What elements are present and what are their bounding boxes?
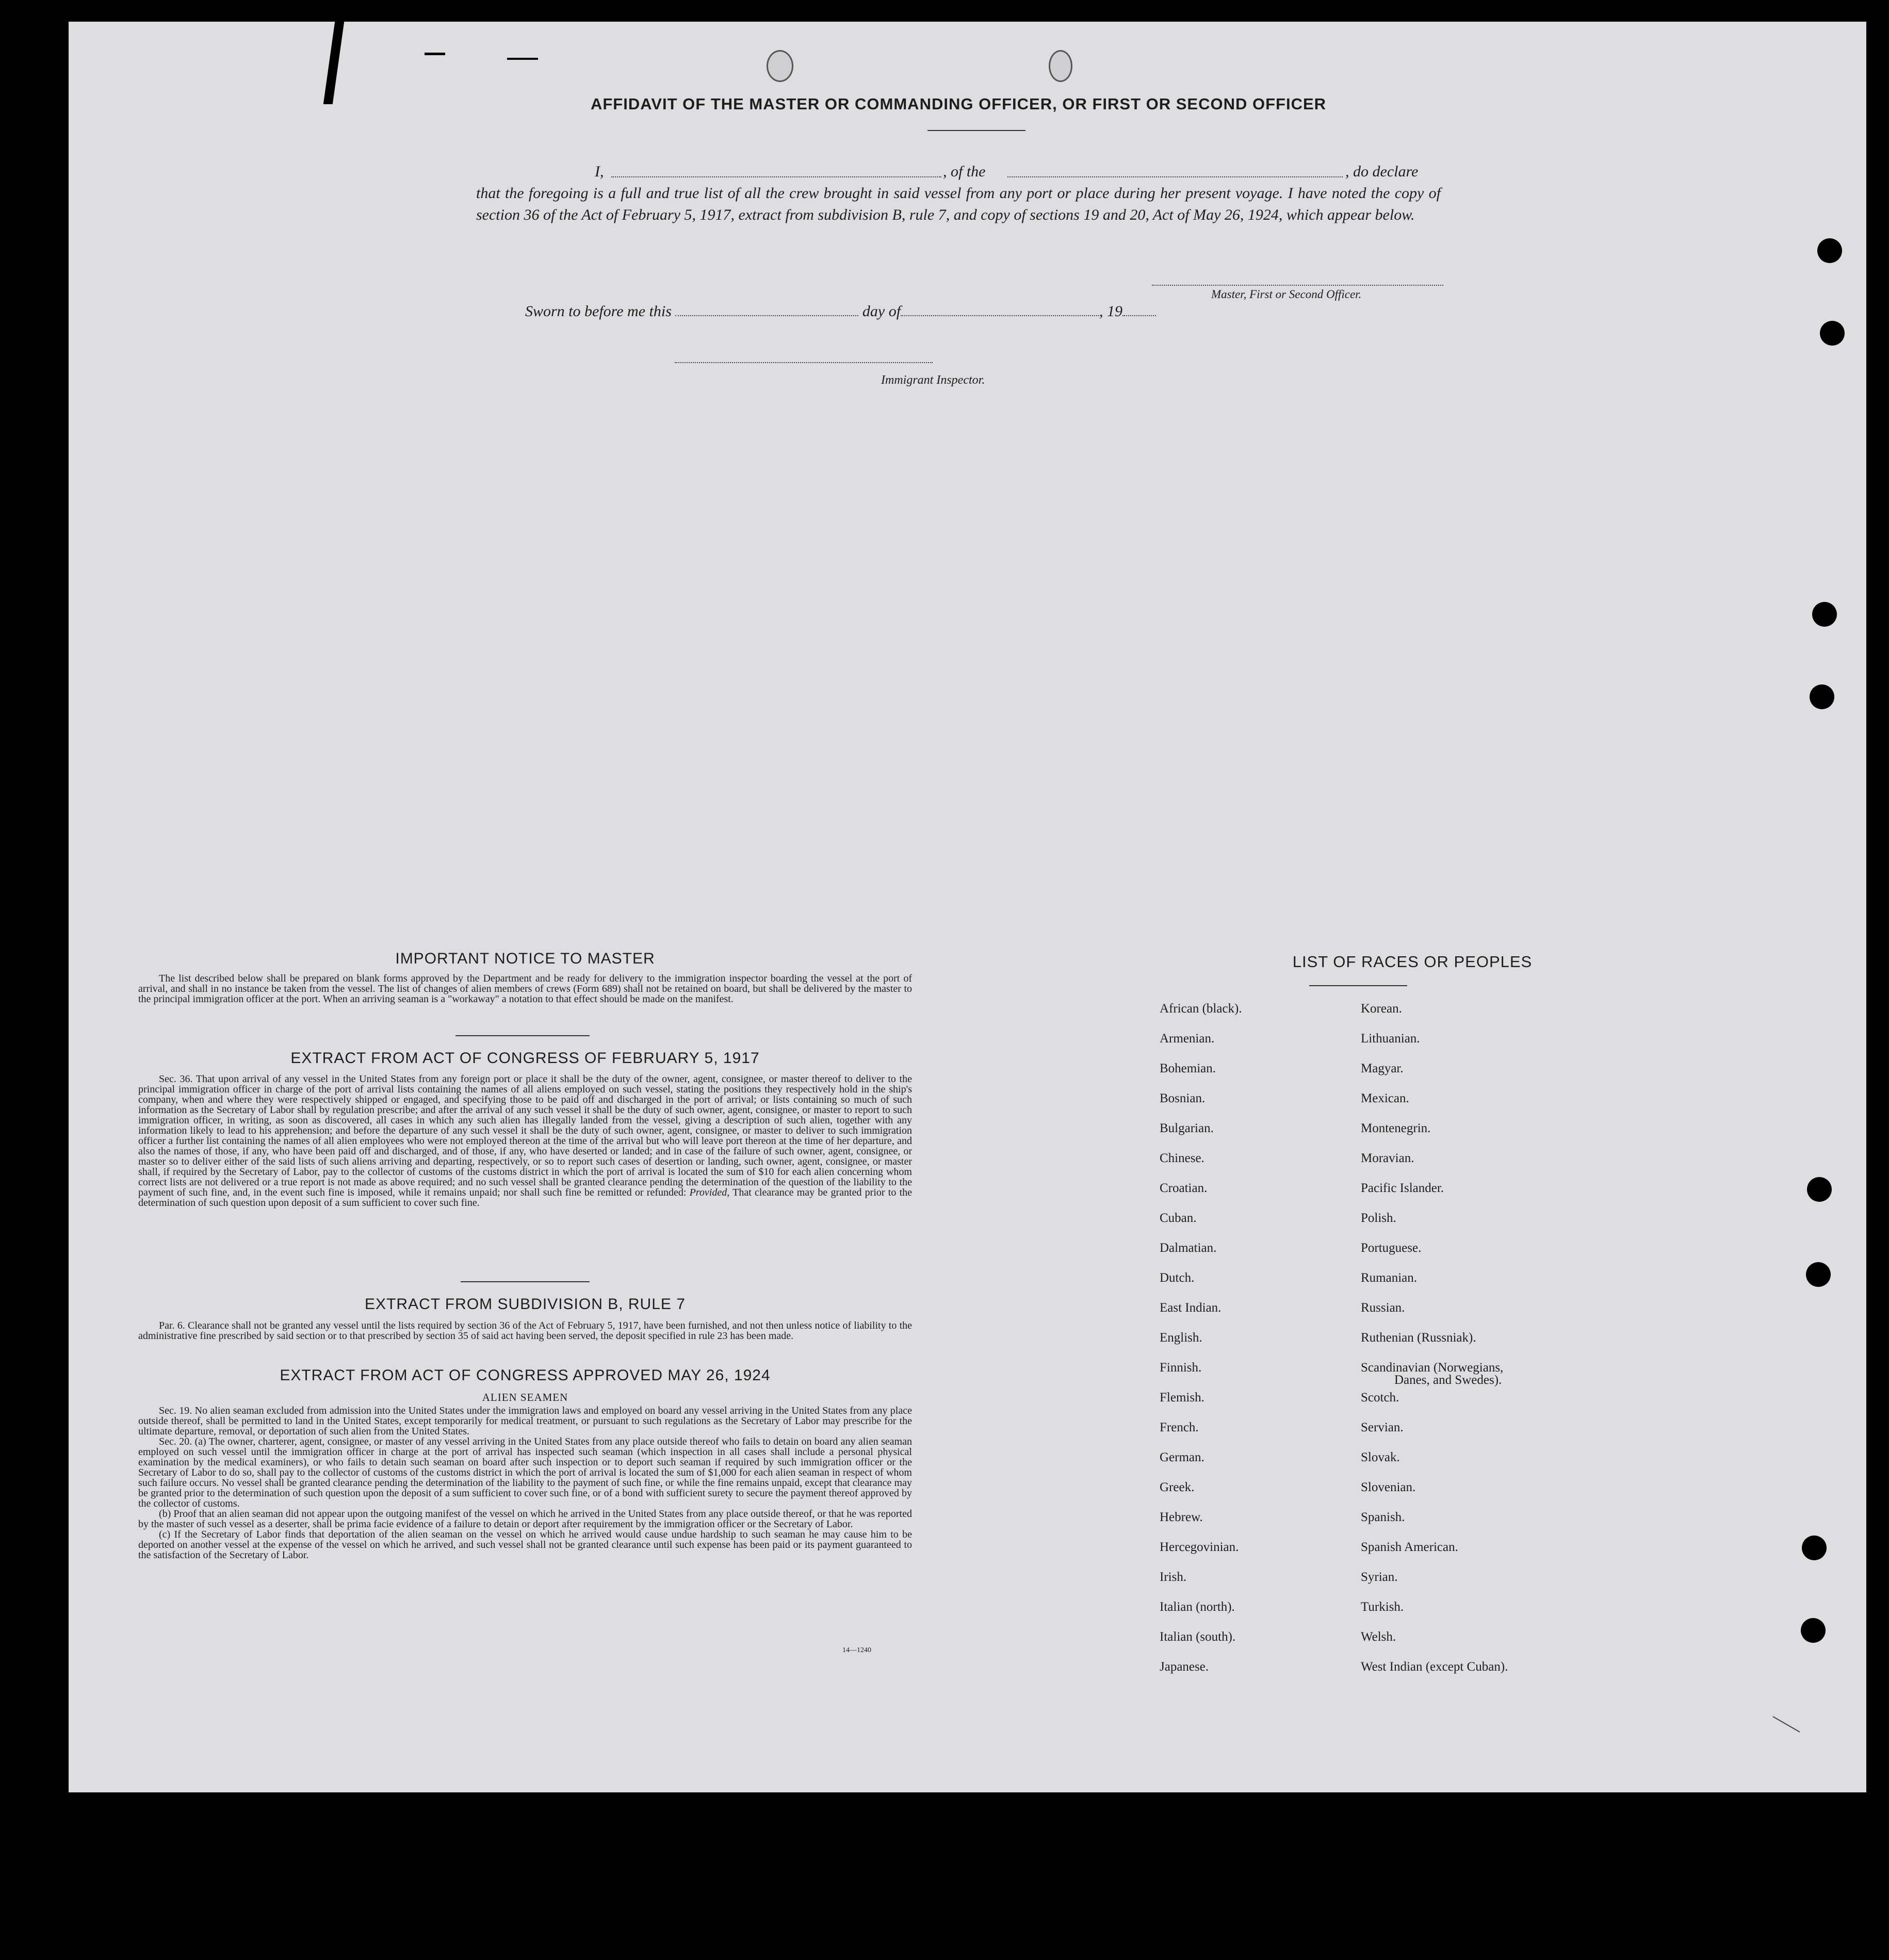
race-item: Dalmatian. (1160, 1241, 1217, 1255)
binder-hole (1806, 1262, 1831, 1287)
race-item: Hebrew. (1160, 1510, 1203, 1524)
extract-1917-body (138, 1074, 912, 1208)
race-item: Bohemian. (1160, 1061, 1216, 1075)
race-item: Spanish American. (1361, 1540, 1458, 1554)
punch-mark (767, 50, 793, 82)
binder-hole (1812, 602, 1837, 627)
race-item: Ruthenian (Russniak). (1361, 1331, 1476, 1345)
race-item: Turkish. (1361, 1600, 1404, 1614)
race-item: Slovak. (1361, 1450, 1400, 1464)
notice-body (138, 973, 912, 1004)
vessel-blank (1007, 176, 1343, 177)
race-item: Bosnian. (1160, 1091, 1206, 1105)
races-column-1 (1160, 994, 1242, 1682)
proviso-word: Provided, (689, 1187, 730, 1198)
sworn-text-a: Sworn to before me this (525, 303, 672, 320)
race-item: Bulgarian. (1160, 1121, 1214, 1135)
race-item: Armenian. (1160, 1032, 1215, 1046)
race-item: French. (1160, 1420, 1199, 1434)
torn-corner-mark (323, 22, 344, 104)
sworn-line (525, 303, 1156, 320)
race-item: Scotch. (1361, 1391, 1399, 1404)
races-title: LIST OF RACES OR PEOPLES (1292, 953, 1533, 971)
race-item: Polish. (1361, 1211, 1396, 1225)
race-item: Servian. (1361, 1420, 1404, 1434)
race-item: Pacific Islander. (1361, 1181, 1444, 1195)
declaration-body: that the foregoing is a full and true list of all the crew brought in said vessel from any port or place during her present voyage. I have noted the copy of section 36 of the Act of February 5, 1917, extract from subdivision B, rule 7, and copy of sections 19 and 20, Act of May 26, 1924, which appear below. (476, 185, 1441, 223)
race-item: Moravian. (1361, 1151, 1414, 1165)
sworn-year-blank (1122, 315, 1156, 316)
ink-smudge (507, 58, 538, 60)
races-title-rule (1309, 985, 1407, 986)
stray-pencil-mark (1773, 1716, 1800, 1733)
race-item: Greek. (1160, 1480, 1195, 1494)
section-20a-paragraph: Sec. 20. (a) The owner, charterer, agent, consignee, or master of any vessel arriving in the United States from any place outside thereof who fails to detain on board any alien seaman employed on such vessel until the immigration officer in charge at the port of arrival has inspected such seaman (which inspection in all cases shall include a personal physical examination by the medical examiners), or who fails to detain such seaman on board after such inspection or to deport such seaman if required by such immigration officer or the Secretary of Labor to do so, shall pay to the collector of customs of the customs district in which the port of arrival is located the sum of $1,000 for each alien seaman in respect of whom such failure occurs. No vessel shall be granted clearance pending the determination of the liability to the payment of such fine, or while the fine remains unpaid, except that clearance may be granted prior to the determination of such question upon the deposit of a sum sufficient to cover such fine, or of a bond with sufficient surety to secure the payment thereof approved by the collector of customs. (138, 1436, 912, 1509)
races-column-2 (1361, 994, 1508, 1682)
binder-hole (1802, 1536, 1827, 1560)
race-item: Rumanian. (1361, 1271, 1418, 1285)
section-rule (461, 1281, 590, 1282)
sworn-day-blank (675, 315, 858, 316)
race-item: Korean. (1361, 1002, 1402, 1016)
extract-1924-body (138, 1406, 912, 1560)
punch-mark (1049, 50, 1072, 82)
declaration-of-the: , of the (943, 163, 986, 180)
race-item: Flemish. (1160, 1391, 1204, 1404)
race-item: Cuban. (1160, 1211, 1197, 1225)
notice-title: IMPORTANT NOTICE TO MASTER (395, 950, 655, 967)
subdivision-body (138, 1320, 912, 1341)
race-item: Japanese. (1160, 1660, 1209, 1674)
extract-1924-title: EXTRACT FROM ACT OF CONGRESS APPROVED MAY 26, 1924 (280, 1367, 771, 1384)
race-item: Italian (south). (1160, 1630, 1236, 1644)
race-item: Irish. (1160, 1570, 1187, 1584)
race-item: Montenegrin. (1361, 1121, 1431, 1135)
section-rule (455, 1035, 590, 1036)
race-item: Spanish. (1361, 1510, 1405, 1524)
affidavit-title: AFFIDAVIT OF THE MASTER OR COMMANDING OFFICER, OR FIRST OR SECOND OFFICER (590, 95, 1327, 113)
inspector-signature-line (675, 362, 933, 363)
declaration-first-line (476, 161, 1441, 183)
race-item: West Indian (except Cuban). (1361, 1660, 1508, 1674)
race-item: English. (1160, 1331, 1202, 1345)
race-item: Welsh. (1361, 1630, 1396, 1644)
race-item: Portuguese. (1361, 1241, 1422, 1255)
name-blank (611, 176, 941, 177)
master-label: Master, First or Second Officer. (1211, 288, 1362, 301)
race-item: Scandinavian (Norwegians, (1361, 1361, 1504, 1375)
master-signature-line (1152, 285, 1443, 286)
section-36-paragraph (138, 1074, 912, 1208)
subdivision-title: EXTRACT FROM SUBDIVISION B, RULE 7 (365, 1296, 686, 1313)
sworn-month-blank (901, 315, 1099, 316)
declaration-block (476, 161, 1441, 226)
race-item: Finnish. (1160, 1361, 1202, 1375)
race-item: German. (1160, 1450, 1204, 1464)
binder-hole (1801, 1618, 1826, 1643)
sworn-text-c: , 19 (1099, 303, 1123, 320)
race-item: Slovenian. (1361, 1480, 1416, 1494)
race-item-continuation: Danes, and Swedes). (1394, 1373, 1502, 1387)
notice-paragraph: The list described below shall be prepared on blank forms approved by the Department and be ready for delivery to the immigration inspector boarding the vessel at the port of arrival, and shall in no instance be taken from the vessel. The list of changes of alien members of crews (Form 689) shall not be retained on board, but shall be delivered by the master to the principal immigration officer at the port. When an arriving seaman is a "workaway" a notation to that effect should be made on the manifest. (138, 973, 912, 1005)
binder-hole (1807, 1177, 1832, 1202)
ink-smudge (425, 53, 445, 55)
declaration-i: I, (595, 163, 604, 180)
section-19-paragraph: Sec. 19. No alien seaman excluded from admission into the United States under the immigration laws and employed on board any vessel arriving in the United States from any place outside thereof, shall be permitted to land in the United States, except temporarily for medical treatment, or pursuant to such regulations as the Secretary of Labor may prescribe for the ultimate departure, removal, or deportation of such alien from the United States. (138, 1405, 912, 1437)
race-item: African (black). (1160, 1002, 1242, 1016)
section-36-text: That upon arrival of any vessel in the United States from any foreign port or place it shall be the duty of the owner, agent, consignee, or master thereof to deliver to the principal immigration officer in charge of the port of arrival lists containing the names of all aliens employed on such vessel, stating the positions they respectively hold in the ship's company, when and where they were respectively shipped or engaged, and specifying those to be paid off and discharged in the port of arrival; or lists containing so much of such information as the Secretary of Labor shall by regulation prescribe; and after the arrival of any such vessel it shall be the duty of such owner, agent, consignee, or master to report to such immigration officer, in writing, as soon as discovered, all cases in which any such alien has illegally landed from the vessel, giving a description of such alien, together with any information likely to lead to his apprehension; and before the departure of any such vessel it shall be the duty of such owner, agent, consignee, or master to deliver to such immigration officer a further list containing the names of all alien employees who were not employed thereon at the time of the arrival but who will leave port thereon at the time of her departure, and also the names of those, if any, who have been paid off and discharged, and of those, if any, who have deserted or landed; and in case of the failure of such owner, agent, consignee, or master so to deliver either of the said lists of such aliens arriving and departing, respectively, or so to report such cases of desertion or landing, such owner, agent, consignee, or master shall, if required by the Secretary of Labor, pay to the collector of customs of the customs district in which the port of arrival is located the sum of $10 for each alien concerning whom correct lists are not delivered or a true report is not made as above required; and no such vessel shall be granted clearance pending the determination of the question of the liability to the payment of such fine, and, in the event such fine is imposed, while it remains unpaid; nor shall such fine be remitted or refunded: (138, 1073, 912, 1198)
race-item: Lithuanian. (1361, 1032, 1420, 1046)
sworn-text-b: day of (862, 303, 901, 320)
race-item: Mexican. (1361, 1091, 1409, 1105)
race-item: Chinese. (1160, 1151, 1204, 1165)
document-page (69, 22, 1866, 1792)
section-20b-paragraph: (b) Proof that an alien seaman did not appear upon the outgoing manifest of the vessel on which he arrived in the United States from any place outside thereof, or that he was reported by the master of such vessel as a deserter, shall be prima facie evidence of a failure to detain or deport after requirement by the immigration officer or the Secretary of Labor. (138, 1508, 912, 1530)
declaration-declare: , do declare (1345, 163, 1419, 180)
binder-hole (1820, 321, 1845, 346)
section-36-label: Sec. 36. (159, 1073, 193, 1085)
inspector-label: Immigrant Inspector. (881, 373, 985, 387)
race-item: Croatian. (1160, 1181, 1208, 1195)
race-item: Italian (north). (1160, 1600, 1235, 1614)
binder-hole (1810, 684, 1834, 709)
title-rule (927, 130, 1025, 131)
race-item: Hercegovinian. (1160, 1540, 1239, 1554)
extract-1917-title: EXTRACT FROM ACT OF CONGRESS OF FEBRUARY 5, 1917 (290, 1050, 760, 1067)
binder-hole (1817, 238, 1842, 263)
paragraph-6: Par. 6. Clearance shall not be granted any vessel until the lists required by section 36 of the Act of February 5, 1917, have been furnished, and not then unless notice of liability to the administrative fine prescribed by said section or to that prescribed by section 35 of said act having been served, the deposit specified in rule 23 has been made. (138, 1320, 912, 1342)
race-item: Magyar. (1361, 1061, 1404, 1075)
section-36-tail: That clearance may be granted prior to the determination of such question upon deposit of a sum sufficient to cover such fine. (138, 1187, 913, 1208)
alien-seamen-subtitle: ALIEN SEAMEN (482, 1391, 568, 1403)
form-number: 14—1240 (842, 1646, 871, 1654)
section-20c-paragraph: (c) If the Secretary of Labor finds that deportation of the alien seaman on the vessel on which he arrived would cause undue hardship to such seaman he may cause him to be deported on another vessel at the expense of the vessel on which he arrived, and such vessel shall not be granted clearance until such expense has been paid or its payment guaranteed to the satisfaction of the Secretary of Labor. (138, 1529, 912, 1561)
race-item: East Indian. (1160, 1301, 1222, 1315)
race-item: Russian. (1361, 1301, 1405, 1315)
race-item: Syrian. (1361, 1570, 1398, 1584)
race-item: Dutch. (1160, 1271, 1195, 1285)
